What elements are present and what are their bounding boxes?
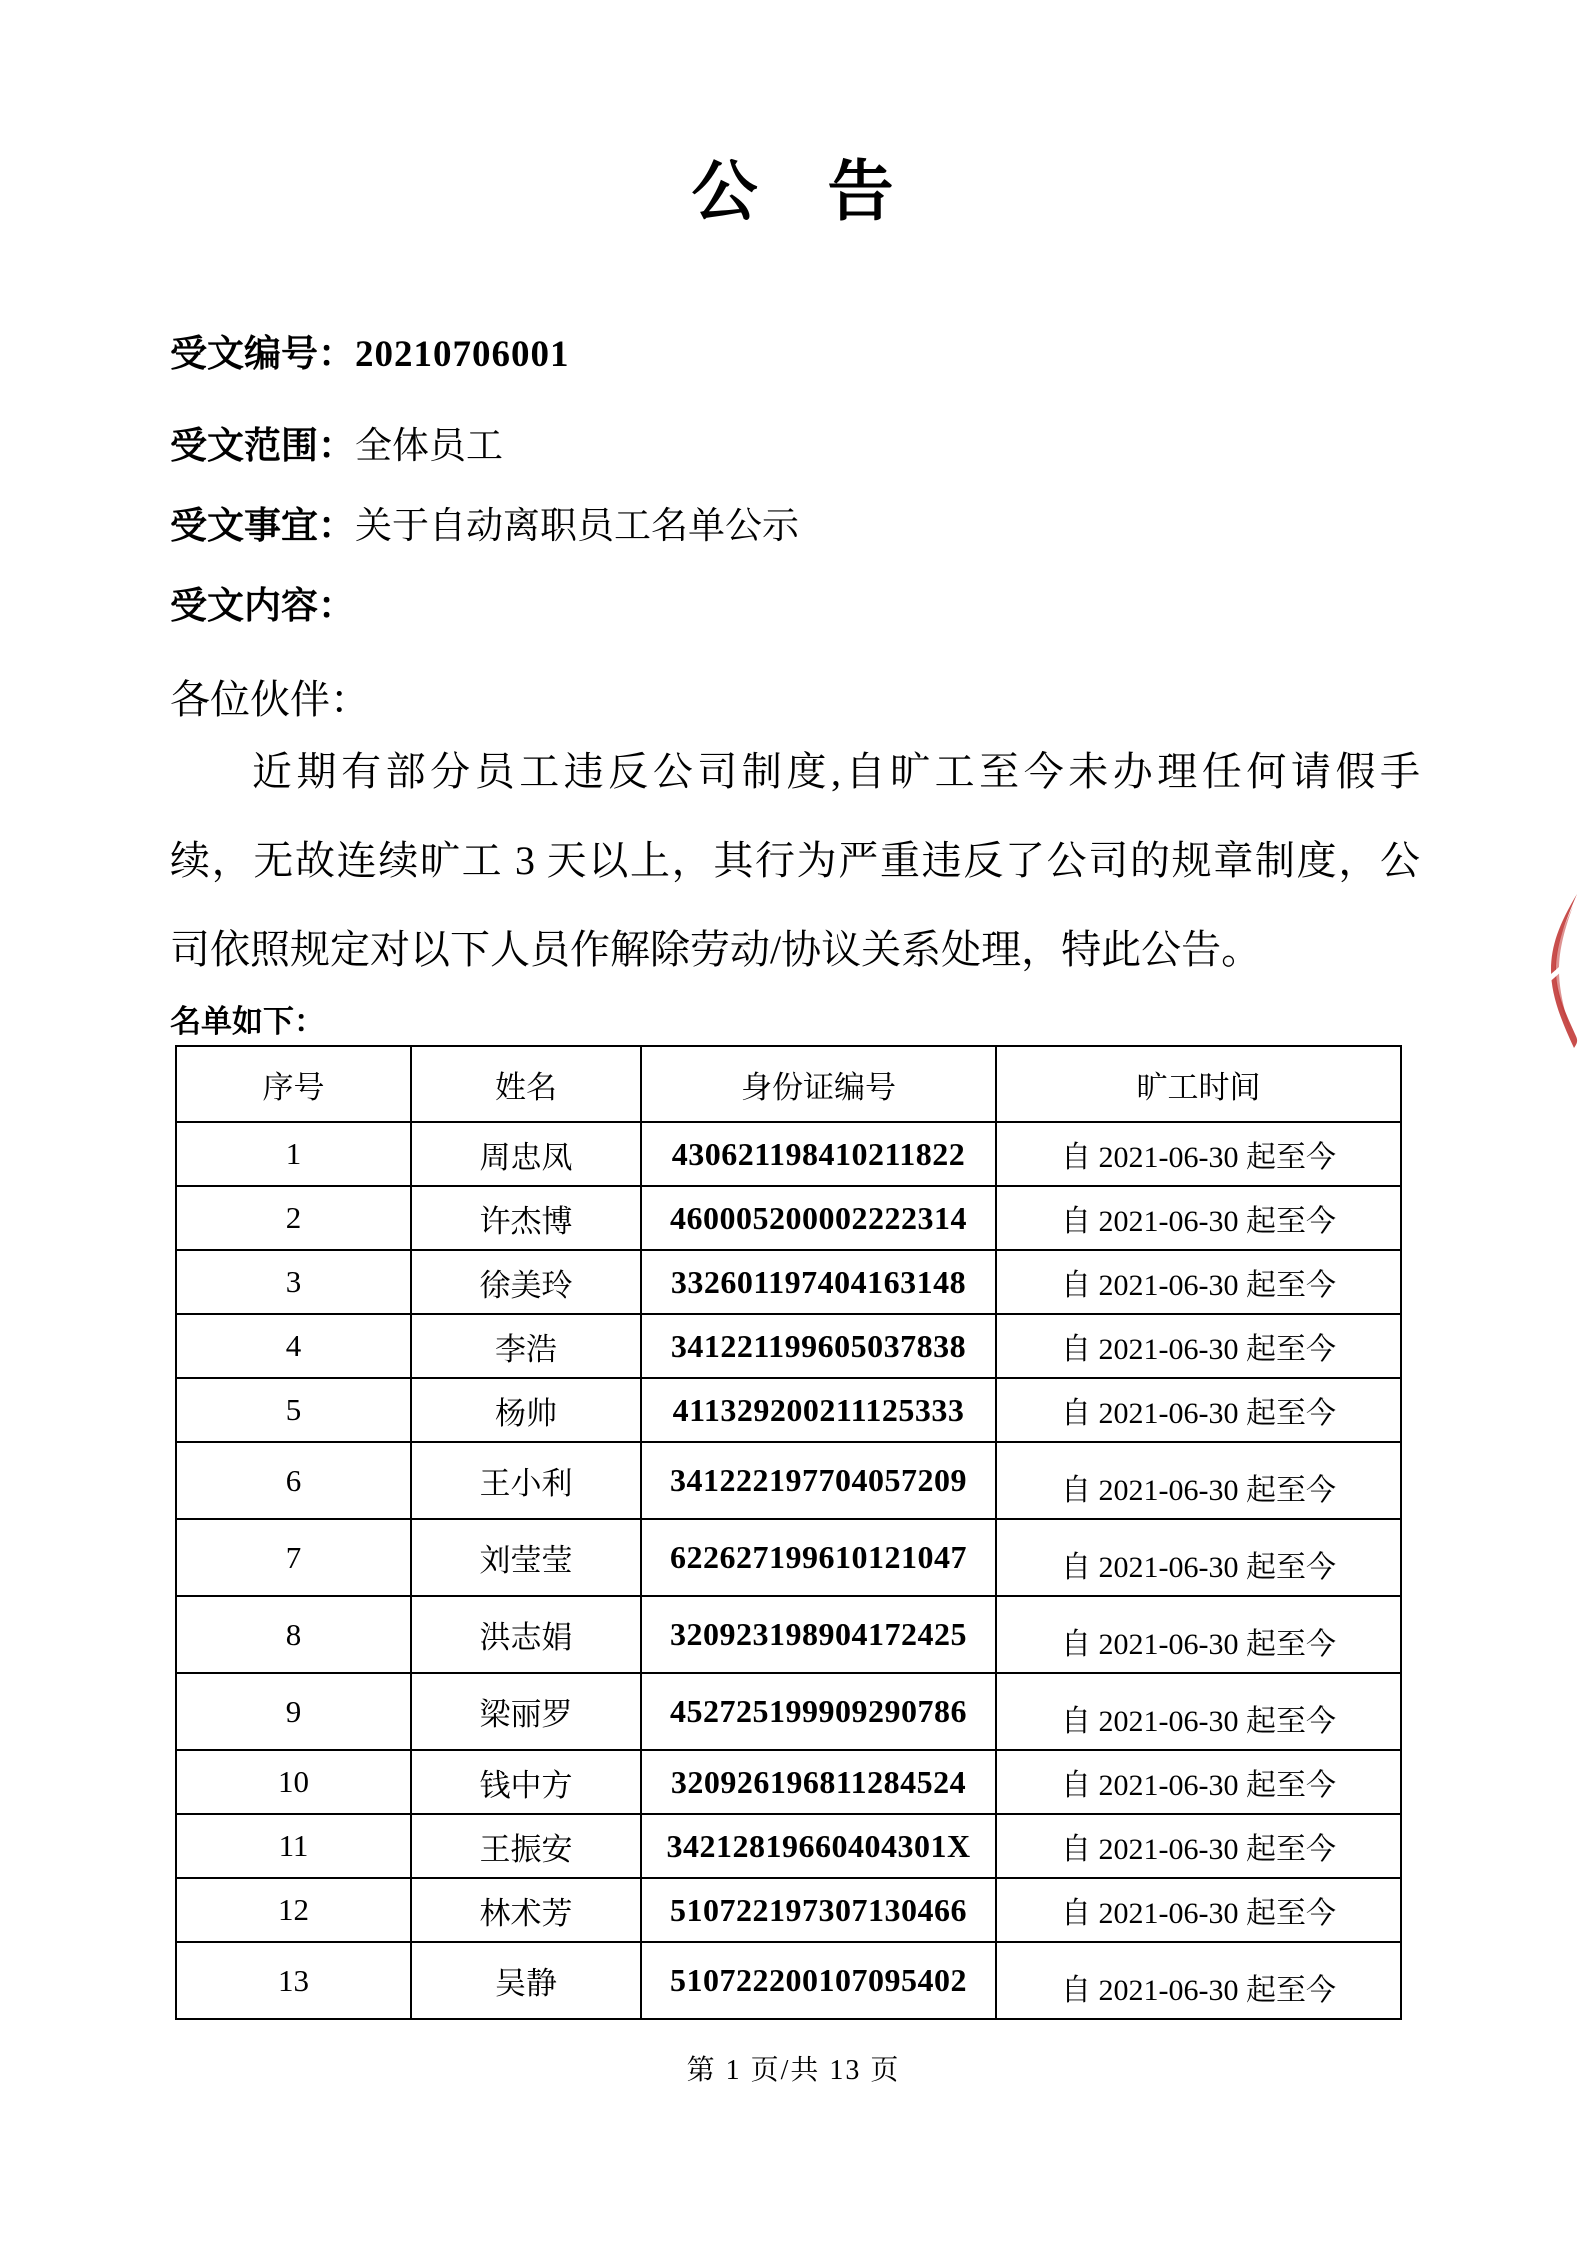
header-id-number: 身份证编号 xyxy=(641,1046,996,1122)
absentee-table xyxy=(175,1045,1402,2020)
cell-id-number: 510722200107095402 xyxy=(641,1942,996,2019)
cell-index: 9 xyxy=(176,1673,411,1750)
doc-number-value: 20210706001 xyxy=(355,334,570,375)
cell-index: 4 xyxy=(176,1314,411,1378)
cell-id-number: 452725199909290786 xyxy=(641,1673,996,1750)
cell-id-number: 622627199610121047 xyxy=(641,1519,996,1596)
field-doc-subject xyxy=(170,506,799,549)
table-row xyxy=(176,1814,1401,1878)
cell-absence-time: 自 2021-06-30 起至今 xyxy=(996,1750,1401,1814)
cell-id-number: 341222197704057209 xyxy=(641,1442,996,1519)
cell-absence-time: 自 2021-06-30 起至今 xyxy=(996,1519,1401,1596)
doc-content-label: 受文内容： xyxy=(170,586,355,627)
page-number-footer: 第 1 页/共 13 页 xyxy=(686,2055,901,2086)
cell-name: 钱中方 xyxy=(411,1750,641,1814)
cell-absence-time: 自 2021-06-30 起至今 xyxy=(996,1186,1401,1250)
cell-name: 杨帅 xyxy=(411,1378,641,1442)
header-index: 序号 xyxy=(176,1046,411,1122)
cell-id-number: 341221199605037838 xyxy=(641,1314,996,1378)
cell-absence-time: 自 2021-06-30 起至今 xyxy=(996,1378,1401,1442)
table-row xyxy=(176,1314,1401,1378)
cell-name: 周忠凤 xyxy=(411,1122,641,1186)
cell-id-number: 320923198904172425 xyxy=(641,1596,996,1673)
cell-id-number: 430621198410211822 xyxy=(641,1122,996,1186)
table-row xyxy=(176,1186,1401,1250)
cell-index: 10 xyxy=(176,1750,411,1814)
cell-id-number: 510722197307130466 xyxy=(641,1878,996,1942)
cell-index: 2 xyxy=(176,1186,411,1250)
salutation: 各位伙伴： xyxy=(170,677,370,722)
cell-name: 吴静 xyxy=(411,1942,641,2019)
cell-absence-time: 自 2021-06-30 起至今 xyxy=(996,1673,1401,1750)
cell-id-number: 411329200211125333 xyxy=(641,1378,996,1442)
table-row xyxy=(176,1442,1401,1519)
cell-absence-time: 自 2021-06-30 起至今 xyxy=(996,1442,1401,1519)
list-intro: 名单如下： xyxy=(170,1004,325,1039)
cell-index: 1 xyxy=(176,1122,411,1186)
cell-name: 林术芳 xyxy=(411,1878,641,1942)
cell-id-number: 460005200002222314 xyxy=(641,1186,996,1250)
body-line-2: 续，无故连续旷工 3 天以上，其行为严重违反了公司的规章制度，公 xyxy=(170,838,1420,883)
cell-index: 11 xyxy=(176,1814,411,1878)
doc-scope-value: 全体员工 xyxy=(355,426,503,467)
cell-index: 3 xyxy=(176,1250,411,1314)
cell-name: 洪志娟 xyxy=(411,1596,641,1673)
cell-name: 徐美玲 xyxy=(411,1250,641,1314)
doc-scope-label: 受文范围： xyxy=(170,426,355,467)
table-header-row xyxy=(176,1046,1401,1122)
body-line-1: 近期有部分员工违反公司制度,自旷工至今未办理任何请假手 xyxy=(252,749,1420,794)
field-doc-scope xyxy=(170,426,503,469)
table-row xyxy=(176,1596,1401,1673)
body-line-3: 司依照规定对以下人员作解除劳动/协议关系处理，特此公告。 xyxy=(170,927,1262,972)
table-row xyxy=(176,1673,1401,1750)
cell-id-number: 320926196811284524 xyxy=(641,1750,996,1814)
red-seal-stamp-partial-icon xyxy=(1540,886,1587,1056)
cell-absence-time: 自 2021-06-30 起至今 xyxy=(996,1814,1401,1878)
cell-index: 12 xyxy=(176,1878,411,1942)
header-name: 姓名 xyxy=(411,1046,641,1122)
cell-name: 王小利 xyxy=(411,1442,641,1519)
table-row xyxy=(176,1942,1401,2019)
table-row xyxy=(176,1378,1401,1442)
doc-subject-value: 关于自动离职员工名单公示 xyxy=(355,506,799,547)
table-row xyxy=(176,1750,1401,1814)
cell-absence-time: 自 2021-06-30 起至今 xyxy=(996,1878,1401,1942)
cell-absence-time: 自 2021-06-30 起至今 xyxy=(996,1942,1401,2019)
table-header xyxy=(176,1046,1401,1122)
cell-absence-time: 自 2021-06-30 起至今 xyxy=(996,1122,1401,1186)
table-body xyxy=(176,1122,1401,2019)
field-doc-content xyxy=(170,586,355,629)
header-absence-time: 旷工时间 xyxy=(996,1046,1401,1122)
cell-name: 梁丽罗 xyxy=(411,1673,641,1750)
cell-name: 王振安 xyxy=(411,1814,641,1878)
cell-index: 7 xyxy=(176,1519,411,1596)
cell-name: 刘莹莹 xyxy=(411,1519,641,1596)
cell-absence-time: 自 2021-06-30 起至今 xyxy=(996,1250,1401,1314)
doc-number-label: 受文编号： xyxy=(170,334,355,375)
table-row xyxy=(176,1122,1401,1186)
cell-index: 6 xyxy=(176,1442,411,1519)
table-row xyxy=(176,1878,1401,1942)
cell-absence-time: 自 2021-06-30 起至今 xyxy=(996,1596,1401,1673)
cell-index: 13 xyxy=(176,1942,411,2019)
cell-index: 8 xyxy=(176,1596,411,1673)
table-row xyxy=(176,1519,1401,1596)
doc-subject-label: 受文事宜： xyxy=(170,506,355,547)
cell-name: 李浩 xyxy=(411,1314,641,1378)
cell-name: 许杰博 xyxy=(411,1186,641,1250)
cell-absence-time: 自 2021-06-30 起至今 xyxy=(996,1314,1401,1378)
page-title: 公 告 xyxy=(691,156,896,229)
cell-id-number: 332601197404163148 xyxy=(641,1250,996,1314)
field-doc-number xyxy=(170,334,570,377)
cell-index: 5 xyxy=(176,1378,411,1442)
table-row xyxy=(176,1250,1401,1314)
cell-id-number: 34212819660404301X xyxy=(641,1814,996,1878)
